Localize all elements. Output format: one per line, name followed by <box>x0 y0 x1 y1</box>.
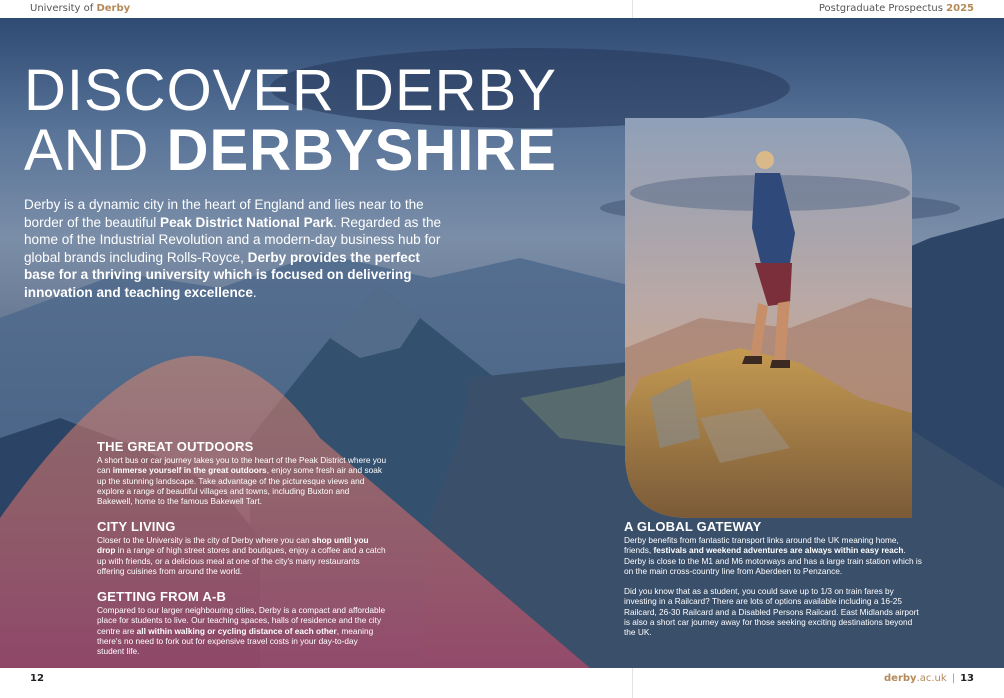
body-bold: immerse yourself in the great outdoors <box>112 465 267 476</box>
page-number-right: 13 <box>960 673 974 684</box>
prospectus-year: 2025 <box>946 3 974 14</box>
page-header <box>0 0 1004 18</box>
body-text: , meaning there's no need to fork out for expensive travel costs in your day-to-day student life. <box>97 625 374 657</box>
intro-text-2: . Regarded as the home of the Industrial Revolution and a modern-day business hub for global brands including Rolls-Royce, <box>24 214 442 265</box>
section-body <box>97 455 387 506</box>
university-prefix: University of <box>30 3 97 14</box>
body-text: Closer to the University is the city of Derby where you can <box>97 535 312 545</box>
section-global-gateway <box>624 520 924 638</box>
intro-text-1: Derby is a dynamic city in the heart of England and lies near to the border of the beautiful <box>24 197 424 230</box>
intro-bold-2: Derby provides the perfect base for a thriving university which is focused on delivering innovation and teaching excellence <box>24 249 420 300</box>
prospectus-title <box>819 3 974 14</box>
section-body-2: Did you know that as a student, you could save up to 1/3 on train fares by investing in a Railcard? There are lots of options available including a 16-25 Railcard, 26-30 Railcard and a Disabled Persons Railcard. East Midlands airport is also a short car journey away for those seeking exciting destinations beyond the UK. <box>624 586 919 638</box>
website-domain: .ac.uk <box>916 673 947 684</box>
page-headline <box>24 58 557 183</box>
body-text: , enjoy some fresh air and soak up the stunning landscape. Take advantage of the picturesque views and explore a range of beautiful villages and towns, including Buxton and Bakewell, home to the famous Bakewell Tart. <box>97 465 382 507</box>
section-body <box>97 605 387 656</box>
prospectus-label: Postgraduate Prospectus <box>818 3 947 14</box>
website-link[interactable] <box>884 673 947 684</box>
intro-paragraph <box>24 196 444 302</box>
headline-and: AND <box>24 118 167 183</box>
website-accent: derby <box>884 673 917 684</box>
footer-right <box>884 673 974 684</box>
university-accent: Derby <box>96 3 131 14</box>
body-bold: all within walking or cycling distance of each other <box>136 625 337 636</box>
intro-text-3: . <box>252 284 257 300</box>
section-body <box>97 535 387 576</box>
page-number-left: 12 <box>30 673 44 684</box>
section-title: A GLOBAL GATEWAY <box>624 519 762 534</box>
body-bold: shop until you drop <box>97 535 369 556</box>
spine-divider-footer <box>632 668 633 698</box>
section-title: GETTING FROM A-B <box>97 589 227 604</box>
headline-line-2 <box>24 120 557 182</box>
hiker-photo-panel <box>625 118 912 518</box>
section-great-outdoors <box>97 440 387 506</box>
footer-separator: | <box>951 673 956 684</box>
page-footer <box>0 668 1004 698</box>
section-city-living <box>97 520 387 576</box>
body-text: . Derby is close to the M1 and M6 motorways and has a large train station which is on the main cross-country line from Aberdeen to Penzance. <box>624 545 922 576</box>
body-text: Derby benefits from fantastic transport links around the UK meaning home, friends, <box>624 535 899 556</box>
section-title: CITY LIVING <box>97 519 176 534</box>
headline-derbyshire: DERBYSHIRE <box>166 118 557 183</box>
section-title: THE GREAT OUTDOORS <box>97 439 254 454</box>
body-bold: festivals and weekend adventures are always within easy reach <box>653 545 904 556</box>
intro-bold-1: Peak District National Park <box>160 214 334 230</box>
body-text: in a range of high street stores and boutiques, enjoy a coffee and a catch up with friends, or a delicious meal at one of the city's many restaurants offering cuisines from around the world. <box>97 545 386 576</box>
section-body <box>624 535 924 576</box>
body-text: A short bus or car journey takes you to the heart of the Peak District where you can <box>97 455 387 476</box>
university-name <box>30 3 130 14</box>
spine-divider <box>632 0 633 18</box>
body-text: Compared to our larger neighbouring cities, Derby is a compact and affordable place for students to live. Our teaching spaces, halls of residence and the city centre are <box>97 605 386 636</box>
section-getting-from-a-b <box>97 590 387 656</box>
headline-line-1: DISCOVER DERBY <box>24 58 557 123</box>
